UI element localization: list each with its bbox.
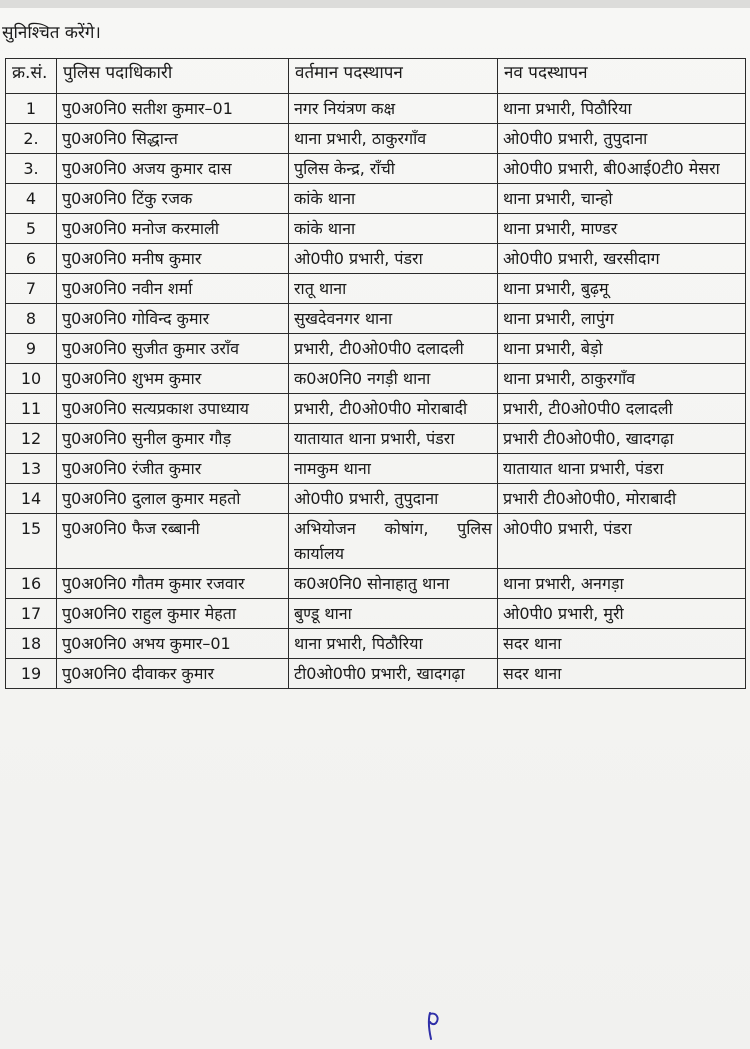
cell-officer: पु0अ0नि0 दीवाकर कुमार: [57, 659, 289, 689]
cell-new-posting: प्रभारी, टी0ओ0पी0 दलादली: [498, 394, 746, 424]
cell-current-posting: थाना प्रभारी, पिठौरिया: [289, 629, 498, 659]
cell-sno: 7: [6, 274, 57, 304]
cell-current-posting: सुखदेवनगर थाना: [289, 304, 498, 334]
cell-sno: 17: [6, 599, 57, 629]
cell-sno: 6: [6, 244, 57, 274]
cell-current-posting: यातायात थाना प्रभारी, पंडरा: [289, 424, 498, 454]
cell-officer: पु0अ0नि0 सुनील कुमार गौड़: [57, 424, 289, 454]
table-row: [6, 244, 746, 274]
header-current-posting: वर्तमान पदस्थापन: [289, 59, 498, 94]
cell-new-posting: प्रभारी टी0ओ0पी0, मोराबादी: [498, 484, 746, 514]
cell-sno: 8: [6, 304, 57, 334]
cell-new-posting: थाना प्रभारी, लापुंग: [498, 304, 746, 334]
table-header-row: [6, 59, 746, 94]
table-row: [6, 124, 746, 154]
cell-sno: 3.: [6, 154, 57, 184]
cell-officer: पु0अ0नि0 शुभम कुमार: [57, 364, 289, 394]
table-row: [6, 364, 746, 394]
cell-officer: पु0अ0नि0 रंजीत कुमार: [57, 454, 289, 484]
cell-current-posting: कांके थाना: [289, 184, 498, 214]
cell-sno: 18: [6, 629, 57, 659]
cell-sno: 14: [6, 484, 57, 514]
cell-officer: पु0अ0नि0 सुजीत कुमार उराँव: [57, 334, 289, 364]
table-body: [6, 94, 746, 689]
table-row: [6, 274, 746, 304]
cell-new-posting: सदर थाना: [498, 659, 746, 689]
cell-officer: पु0अ0नि0 नवीन शर्मा: [57, 274, 289, 304]
table-row: [6, 154, 746, 184]
cell-new-posting: ओ0पी0 प्रभारी, मुरी: [498, 599, 746, 629]
cell-new-posting: ओ0पी0 प्रभारी, बी0आई0टी0 मेसरा: [498, 154, 746, 184]
cell-officer: पु0अ0नि0 दुलाल कुमार महतो: [57, 484, 289, 514]
cell-current-posting: कांके थाना: [289, 214, 498, 244]
cell-new-posting: यातायात थाना प्रभारी, पंडरा: [498, 454, 746, 484]
cell-officer: पु0अ0नि0 अभय कुमार–01: [57, 629, 289, 659]
cell-current-posting: रातू थाना: [289, 274, 498, 304]
cell-current-posting: ओ0पी0 प्रभारी, पंडरा: [289, 244, 498, 274]
cell-current-posting: क0अ0नि0 नगड़ी थाना: [289, 364, 498, 394]
cell-sno: 13: [6, 454, 57, 484]
cell-sno: 5: [6, 214, 57, 244]
table-row: [6, 484, 746, 514]
cell-current-posting: टी0ओ0पी0 प्रभारी, खादगढ़ा: [289, 659, 498, 689]
cell-officer: पु0अ0नि0 सतीश कुमार–01: [57, 94, 289, 124]
cell-current-posting: ओ0पी0 प्रभारी, तुपुदाना: [289, 484, 498, 514]
cell-officer: पु0अ0नि0 मनोज करमाली: [57, 214, 289, 244]
intro-text: सुनिश्चित करेंगे।: [2, 23, 101, 43]
cell-officer: पु0अ0नि0 सिद्धान्त: [57, 124, 289, 154]
cell-officer: पु0अ0नि0 मनीष कुमार: [57, 244, 289, 274]
page-top-edge: [0, 0, 750, 8]
table-row: [6, 184, 746, 214]
cell-current-posting: थाना प्रभारी, ठाकुरगाँव: [289, 124, 498, 154]
cell-sno: 11: [6, 394, 57, 424]
table-row: [6, 599, 746, 629]
cell-sno: 12: [6, 424, 57, 454]
cell-officer: पु0अ0नि0 सत्यप्रकाश उपाध्याय: [57, 394, 289, 424]
cell-officer: पु0अ0नि0 गोविन्द कुमार: [57, 304, 289, 334]
cell-officer: पु0अ0नि0 अजय कुमार दास: [57, 154, 289, 184]
table-row: [6, 424, 746, 454]
table-row: [6, 454, 746, 484]
cell-officer: पु0अ0नि0 राहुल कुमार मेहता: [57, 599, 289, 629]
table-row: [6, 94, 746, 124]
cell-sno: 19: [6, 659, 57, 689]
cell-sno: 15: [6, 514, 57, 569]
cell-new-posting: थाना प्रभारी, बेड़ो: [498, 334, 746, 364]
cell-new-posting: थाना प्रभारी, पिठौरिया: [498, 94, 746, 124]
cell-officer: पु0अ0नि0 टिंकु रजक: [57, 184, 289, 214]
cell-current-posting: अभियोजन कोषांग, पुलिस कार्यालय: [289, 514, 498, 569]
header-officer: पुलिस पदाधिकारी: [57, 59, 289, 94]
cell-new-posting: थाना प्रभारी, बुढ़मू: [498, 274, 746, 304]
header-new-posting: नव पदस्थापन: [498, 59, 746, 94]
cell-sno: 2.: [6, 124, 57, 154]
cell-sno: 16: [6, 569, 57, 599]
cell-sno: 1: [6, 94, 57, 124]
cell-new-posting: प्रभारी टी0ओ0पी0, खादगढ़ा: [498, 424, 746, 454]
cell-officer: पु0अ0नि0 फैज रब्बानी: [57, 514, 289, 569]
table-row: [6, 304, 746, 334]
table-row: [6, 514, 746, 569]
cell-sno: 4: [6, 184, 57, 214]
cell-new-posting: थाना प्रभारी, माण्डर: [498, 214, 746, 244]
table-row: [6, 569, 746, 599]
cell-new-posting: ओ0पी0 प्रभारी, तुपुदाना: [498, 124, 746, 154]
cell-current-posting: बुण्डू थाना: [289, 599, 498, 629]
cell-current-posting: नामकुम थाना: [289, 454, 498, 484]
cell-sno: 9: [6, 334, 57, 364]
cell-new-posting: सदर थाना: [498, 629, 746, 659]
table-row: [6, 629, 746, 659]
cell-current-posting: प्रभारी, टी0ओ0पी0 मोराबादी: [289, 394, 498, 424]
transfer-table: [5, 58, 746, 689]
signature-mark: [424, 1010, 444, 1042]
table-row: [6, 334, 746, 364]
cell-current-posting: नगर नियंत्रण कक्ष: [289, 94, 498, 124]
cell-new-posting: थाना प्रभारी, अनगड़ा: [498, 569, 746, 599]
table-row: [6, 214, 746, 244]
cell-officer: पु0अ0नि0 गौतम कुमार रजवार: [57, 569, 289, 599]
cell-current-posting: प्रभारी, टी0ओ0पी0 दलादली: [289, 334, 498, 364]
cell-sno: 10: [6, 364, 57, 394]
table-row: [6, 659, 746, 689]
cell-current-posting: क0अ0नि0 सोनाहातु थाना: [289, 569, 498, 599]
table-row: [6, 394, 746, 424]
cell-new-posting: थाना प्रभारी, ठाकुरगाँव: [498, 364, 746, 394]
header-sno: क्र.सं.: [6, 59, 57, 94]
cell-current-posting: पुलिस केन्द्र, राँची: [289, 154, 498, 184]
cell-new-posting: ओ0पी0 प्रभारी, पंडरा: [498, 514, 746, 569]
cell-new-posting: ओ0पी0 प्रभारी, खरसीदाग: [498, 244, 746, 274]
cell-new-posting: थाना प्रभारी, चान्हो: [498, 184, 746, 214]
signature-stroke: [429, 1013, 438, 1039]
